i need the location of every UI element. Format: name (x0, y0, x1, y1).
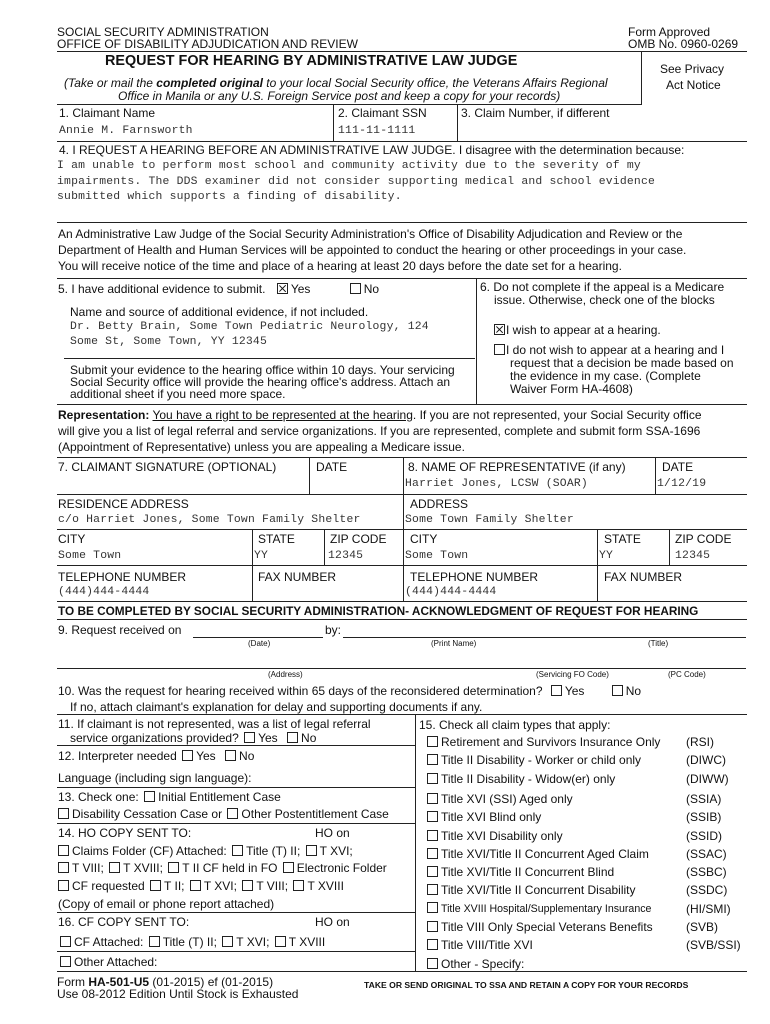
copy-email-note: (Copy of email or phone report attached) (58, 897, 275, 911)
submit-note-line-2: Social Security office will provide the hearing office's address. Attach an (70, 375, 451, 389)
claim-type-row (425, 829, 563, 843)
rep-address-label: ADDRESS (410, 497, 469, 511)
ssa-section-heading: TO BE COMPLETED BY SOCIAL SECURITY ADMINISTRATION- ACKNOWLEDGMENT OF REQUEST FOR HEARING (58, 604, 699, 618)
cf-title-2-checkbox[interactable] (232, 845, 243, 856)
cf-requested-row: CF requested T II; T XVI; T VIII; T XVIII (58, 879, 344, 893)
claim-type-code: (SSID) (686, 829, 722, 843)
representative-name-label: 8. NAME OF REPRESENTATIVE (if any) (408, 460, 626, 474)
telephone-label: TELEPHONE NUMBER (58, 570, 187, 584)
interpreter-yes-checkbox[interactable] (182, 750, 193, 761)
privacy-notice-2: Act Notice (666, 78, 721, 92)
cf-att-t16-checkbox[interactable] (222, 936, 233, 947)
pc-code-caption: (PC Code) (668, 670, 706, 679)
representation-line-3: (Appointment of Representative) unless you are appealing a Medicare issue. (58, 440, 465, 454)
received-by-label: by: (325, 623, 342, 637)
claim-type-label: Other - Specify: (441, 957, 525, 971)
appear-checkbox[interactable] (494, 324, 505, 335)
telephone-field[interactable]: (444)444-4444 (58, 586, 150, 598)
q15-label: 15. Check all claim types that apply: (419, 718, 611, 732)
no-appear-line-2: request that a decision be made based on (510, 356, 734, 370)
no-appear-line-4: Waiver Form HA-4608) (510, 382, 633, 396)
instructions-line-1: (Take or mail the completed original to your local Social Security office, the Veterans Affairs Regional (64, 76, 608, 90)
claim-type-checkbox[interactable] (427, 793, 438, 804)
req-t8-checkbox[interactable] (242, 880, 253, 891)
q10-note: If no, attach claimant's explanation for delay and supporting documents if any. (70, 700, 483, 714)
claim-type-row (425, 883, 636, 897)
ho-on-label: HO on (315, 826, 350, 840)
zip-field[interactable]: 12345 (328, 550, 364, 562)
rep-city-field[interactable]: Some Town (405, 550, 469, 562)
claim-type-checkbox[interactable] (427, 773, 438, 784)
claim-type-row (425, 753, 641, 767)
claim-type-label: Title XVI/Title II Concurrent Disability (441, 883, 636, 897)
q10-no-checkbox[interactable] (612, 685, 623, 696)
claim-type-label: Title VIII Only Special Veterans Benefits (441, 920, 653, 934)
title-caption: (Title) (648, 639, 669, 648)
claim-type-row (425, 792, 573, 806)
omb-number: OMB No. 0960-0269 (628, 37, 739, 51)
evidence-source-label: Name and source of additional evidence, if not included. (70, 305, 369, 319)
form-number: Form HA-501-U5 (01-2015) ef (01-2015) (57, 975, 274, 989)
retain-copy-note: TAKE OR SEND ORIGINAL TO SSA AND RETAIN A COPY FOR YOUR RECORDS (364, 980, 689, 990)
claim-type-label: Title XVIII Hospital/Supplementary Insurance (441, 903, 652, 915)
claimant-name-field[interactable]: Annie M. Farnsworth (59, 125, 193, 137)
rep-state-label: STATE (604, 532, 641, 546)
claim-type-checkbox[interactable] (427, 902, 438, 913)
q11-no-checkbox[interactable] (287, 732, 298, 743)
rep-city-label: CITY (410, 532, 438, 546)
alj-notice-line-1: An Administrative Law Judge of the Social Security Administration's Office of Disability Adjudication and Review or the (58, 227, 683, 241)
zip-label: ZIP CODE (330, 532, 387, 546)
claim-type-checkbox[interactable] (427, 958, 438, 969)
claim-type-checkbox[interactable] (427, 830, 438, 841)
electronic-folder-checkbox[interactable] (283, 862, 294, 873)
date-caption: (Date) (248, 639, 271, 648)
rep-address-field[interactable]: Some Town Family Shelter (405, 514, 574, 526)
residence-address-field[interactable]: c/o Harriet Jones, Some Town Family Shelter (58, 514, 361, 526)
submit-note-line-3: additional sheet if you need more space. (70, 387, 286, 401)
claimant-name-label: 1. Claimant Name (59, 106, 156, 120)
evidence-yes-checkbox[interactable] (277, 283, 288, 294)
claimant-date-label: DATE (316, 460, 348, 474)
evidence-source-line-2[interactable]: Some St, Some Town, YY 12345 (70, 336, 267, 348)
no-appear-option: I do not wish to appear at a hearing and I (494, 343, 724, 357)
claim-type-label: Title II Disability - Widow(er) only (441, 772, 616, 786)
claim-type-code: (SSBC) (686, 865, 727, 879)
representative-date-field[interactable]: 1/12/19 (657, 478, 707, 490)
representation-line-1: Representation: You have a right to be represented at the hearing. If you are not represented, your Social Security office (58, 408, 702, 422)
claim-type-row (425, 865, 614, 879)
section-6-label-2: issue. Otherwise, check one of the blocks (494, 293, 715, 307)
t18-checkbox[interactable] (109, 862, 120, 873)
evidence-source-line-1[interactable]: Dr. Betty Brain, Some Town Pediatric Neurology, 124 (70, 321, 429, 333)
rep-zip-label: ZIP CODE (675, 532, 732, 546)
office-name: OFFICE OF DISABILITY ADJUDICATION AND REVIEW (57, 37, 358, 51)
city-field[interactable]: Some Town (58, 550, 122, 562)
req-t18-checkbox[interactable] (293, 880, 304, 891)
rep-telephone-field[interactable]: (444)444-4444 (405, 586, 497, 598)
disagree-reason-line-3[interactable]: submitted which supports a finding of disability. (57, 191, 402, 203)
cessation-checkbox[interactable] (58, 808, 69, 819)
claim-type-row (425, 938, 533, 952)
rep-zip-field[interactable]: 12345 (675, 550, 711, 562)
residence-address-label: RESIDENCE ADDRESS (58, 497, 189, 511)
form-approved: Form Approved (628, 25, 711, 39)
claims-folder-checkbox[interactable] (58, 845, 69, 856)
edition-note: Use 08-2012 Edition Until Stock is Exhausted (57, 987, 299, 1001)
request-received-label: 9. Request received on (58, 623, 182, 637)
t2-cf-fo-checkbox[interactable] (168, 862, 179, 873)
claim-type-checkbox[interactable] (427, 921, 438, 932)
claim-type-code: (SSIA) (686, 792, 722, 806)
submit-note-line-1: Submit your evidence to the hearing office within 10 days. Your servicing (70, 363, 455, 377)
q13-label: 13. Check one: Initial Entitlement Case (58, 790, 281, 804)
req-t16-checkbox[interactable] (190, 880, 201, 891)
claim-type-code: (SSIB) (686, 810, 722, 824)
rep-state-field[interactable]: YY (599, 550, 614, 562)
no-appear-checkbox[interactable] (494, 344, 505, 355)
representative-name-field[interactable]: Harriet Jones, LCSW (SOAR) (405, 478, 588, 490)
other-attached-checkbox[interactable] (60, 956, 71, 967)
initial-entitlement-checkbox[interactable] (144, 791, 155, 802)
disagree-reason-line-1[interactable]: I am unable to perform most school and community activity due to the severity of my (57, 160, 641, 172)
claim-type-code: (SVB) (686, 920, 719, 934)
q11-yes-checkbox[interactable] (244, 732, 255, 743)
claim-type-label: Title XVI (SSI) Aged only (441, 792, 573, 806)
appear-option: I wish to appear at a hearing. (494, 323, 661, 337)
claim-type-label: Title VIII/Title XVI (441, 938, 533, 952)
claim-type-code: (SVB/SSI) (686, 938, 741, 952)
claim-type-row (425, 957, 524, 971)
state-field[interactable]: YY (254, 550, 269, 562)
representative-date-label: DATE (662, 460, 694, 474)
evidence-no-checkbox[interactable] (350, 283, 361, 294)
q10-yes-checkbox[interactable] (551, 685, 562, 696)
claim-number-label: 3. Claim Number, if different (461, 106, 610, 120)
claim-type-checkbox[interactable] (427, 884, 438, 895)
cf-att-t2-checkbox[interactable] (149, 936, 160, 947)
claim-type-row (425, 810, 541, 824)
t8-checkbox[interactable] (58, 862, 69, 873)
rep-telephone-label: TELEPHONE NUMBER (410, 570, 539, 584)
claimant-ssn-field[interactable]: 111-11-1111 (338, 125, 416, 137)
section-4-label: 4. I REQUEST A HEARING BEFORE AN ADMINISTRATIVE LAW JUDGE. I disagree with the determination because: (59, 143, 685, 157)
no-appear-line-3: the evidence in my case. (Complete (510, 369, 701, 383)
claim-type-row (425, 920, 653, 934)
claim-type-label: Title XVI Disability only (441, 829, 563, 843)
cf-att-t18-checkbox[interactable] (275, 936, 286, 947)
q16-label: 16. CF COPY SENT TO: (58, 915, 190, 929)
cf-attached-checkbox[interactable] (60, 936, 71, 947)
alj-notice-line-3: You will receive notice of the time and place of a hearing at least 20 days before the date set for a hearing. (58, 259, 622, 273)
print-name-caption: (Print Name) (431, 639, 477, 648)
claim-type-checkbox[interactable] (427, 736, 438, 747)
claims-folder-row: Claims Folder (CF) Attached: Title (T) II; T XVI; (58, 844, 353, 858)
other-postentitlement-checkbox[interactable] (227, 808, 238, 819)
claimant-ssn-label: 2. Claimant SSN (338, 106, 427, 120)
claim-type-checkbox[interactable] (427, 848, 438, 859)
interpreter-no-checkbox[interactable] (225, 750, 236, 761)
claim-type-code: (DIWC) (686, 753, 726, 767)
claim-type-label: Title XVI/Title II Concurrent Blind (441, 865, 615, 879)
language-label: Language (including sign language): (58, 771, 252, 785)
cf-ho-on-label: HO on (315, 915, 350, 929)
rep-fax-label: FAX NUMBER (604, 570, 683, 584)
cf-requested-checkbox[interactable] (58, 880, 69, 891)
address-caption: (Address) (268, 670, 303, 679)
claim-type-checkbox[interactable] (427, 754, 438, 765)
form-title: REQUEST FOR HEARING BY ADMINISTRATIVE LAW JUDGE (105, 53, 518, 69)
cf-attached-row: CF Attached: Title (T) II; T XVI; T XVIII (58, 935, 325, 949)
section-5-label: 5. I have additional evidence to submit. Yes No (58, 282, 380, 296)
q11-line-2: service organizations provided? Yes No (70, 731, 317, 745)
claim-type-code: (SSAC) (686, 847, 727, 861)
claim-type-checkbox[interactable] (427, 939, 438, 950)
claim-type-label: Retirement and Survivors Insurance Only (441, 735, 661, 749)
claim-type-code: (DIWW) (686, 772, 729, 786)
fax-label: FAX NUMBER (258, 570, 337, 584)
titles-row: T VIII; T XVIII; T II CF held in FO Electronic Folder (58, 861, 387, 875)
instructions-line-2: Office in Manila or any U.S. Foreign Service post and keep a copy for your records) (118, 89, 561, 103)
cf-title-16-checkbox[interactable] (306, 845, 317, 856)
req-t2-checkbox[interactable] (150, 880, 161, 891)
privacy-notice-1: See Privacy (660, 62, 725, 76)
state-label: STATE (258, 532, 295, 546)
disagree-reason-line-2[interactable]: impairments. The DDS examiner did not consider supporting medical and school evidence (57, 176, 656, 188)
agency-name: SOCIAL SECURITY ADMINISTRATION (57, 25, 269, 39)
alj-notice-line-2: Department of Health and Human Services will be appointed to conduct the hearing or other proceedings in your case. (58, 243, 687, 257)
q11-line-1: 11. If claimant is not represented, was a list of legal referral (58, 717, 371, 731)
claim-type-row (425, 735, 660, 749)
representation-line-2: will give you a list of legal referral and service organizations. If you are represented, complete and submit form SSA-1696 (58, 424, 701, 438)
claim-type-checkbox[interactable] (427, 866, 438, 877)
claim-type-row (425, 902, 651, 915)
section-6-label-1: 6. Do not complete if the appeal is a Medicare (480, 280, 725, 294)
q13-options: Disability Cessation Case or Other Postentitlement Case (58, 807, 389, 821)
claim-type-code: (SSDC) (686, 883, 728, 897)
other-attached-row: Other Attached: (58, 955, 157, 969)
claim-type-label: Title II Disability - Worker or child only (441, 753, 642, 767)
claimant-signature-label: 7. CLAIMANT SIGNATURE (OPTIONAL) (58, 460, 277, 474)
claim-type-code: (RSI) (686, 735, 714, 749)
claim-type-row (425, 847, 649, 861)
claim-type-code: (HI/SMI) (686, 902, 731, 916)
claim-type-row (425, 772, 615, 786)
claim-type-label: Title XVI Blind only (441, 810, 542, 824)
q14-label: 14. HO COPY SENT TO: (58, 826, 192, 840)
claim-type-checkbox[interactable] (427, 811, 438, 822)
fo-code-caption: (Servicing FO Code) (536, 670, 609, 679)
city-label: CITY (58, 532, 86, 546)
q12-label: 12. Interpreter needed Yes No (58, 749, 255, 763)
q10-label: 10. Was the request for hearing received within 65 days of the reconsidered determination? Yes No (58, 684, 642, 698)
claim-type-label: Title XVI/Title II Concurrent Aged Claim (441, 847, 649, 861)
